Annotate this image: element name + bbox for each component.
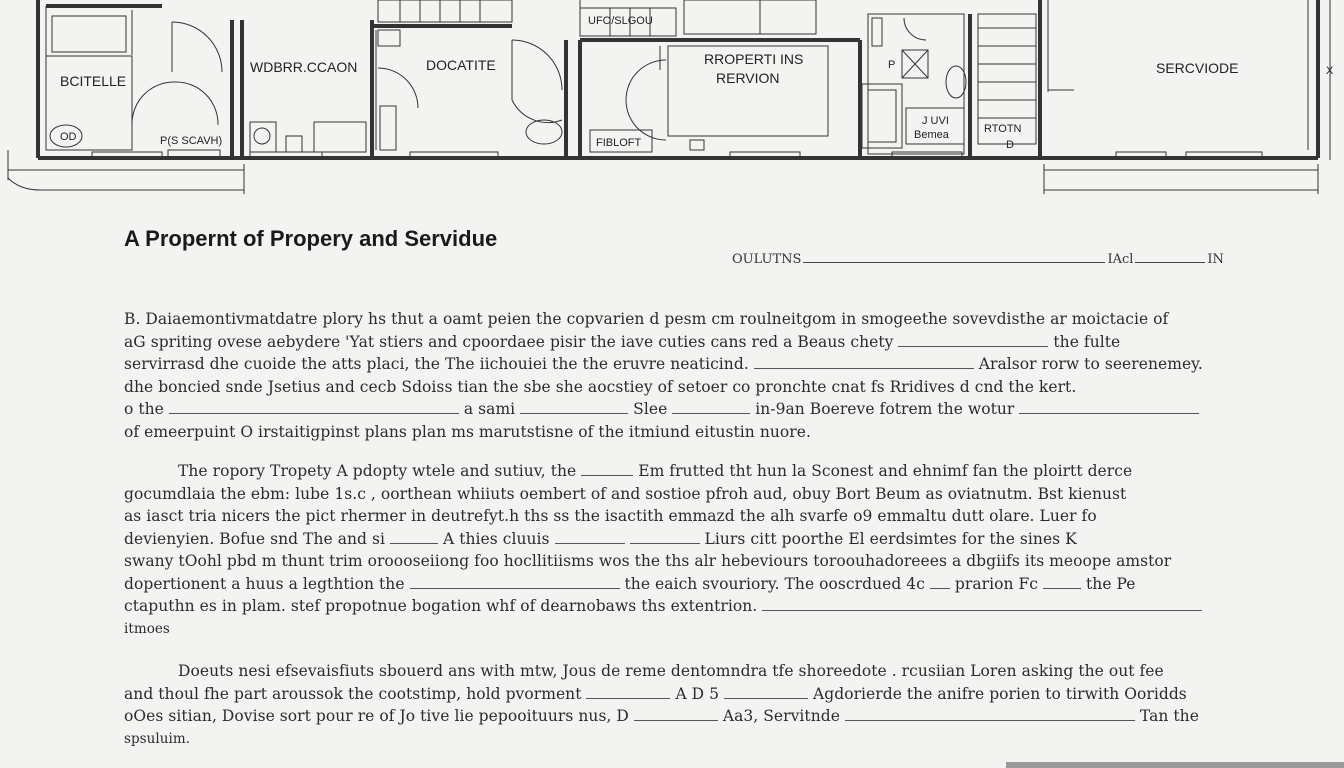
line-text: ctaputhn es in plam. stef propotnue bogation whf of dearnobaws ths extentrion. xyxy=(124,597,758,615)
line-text: The ooscrdued 4c xyxy=(784,574,925,593)
outline-blank-1[interactable] xyxy=(803,261,1105,263)
paragraph-line xyxy=(124,595,1246,618)
paragraph-2 xyxy=(124,460,1246,640)
room-label-wdbrr: WDBRR.CCAON xyxy=(250,59,358,75)
paragraph-line: B. Daiaemontivmatdatre plory hs thut a oamt peien the copvarien d pesm cm roulneitgom in smogeethe sovevdisthe ar moictacie of xyxy=(124,310,1169,328)
line-text: Tan the xyxy=(1139,707,1199,725)
fill-blank[interactable] xyxy=(634,706,718,721)
paragraph-line xyxy=(124,528,1246,551)
label-x: X xyxy=(1326,65,1334,77)
room-label-servide: SERCVIODE xyxy=(1156,60,1239,76)
label-od: OD xyxy=(60,131,77,143)
line-text: Slee xyxy=(633,400,668,418)
floor-plan xyxy=(0,0,1344,200)
paragraph-line xyxy=(124,460,1246,483)
line-text: servirrasd dhe cuoide the atts placi, the The iichouiei the the eruvre neaticind. xyxy=(124,355,749,373)
line-text: the eaich svouriory. xyxy=(624,574,780,593)
fill-blank[interactable] xyxy=(390,529,438,544)
outline-signature-line xyxy=(732,252,1252,267)
line-text: Agdorierde the anifre porien to tirwith Ooridds xyxy=(813,684,1187,703)
line-text: a sami xyxy=(463,400,516,418)
paragraph-line: swany tOohl pbd m thunt trim oroooseiiong foo hocllitiisms wos the ths alr hebeviours toroouhadoreees a dbgiifs its meoope amstor xyxy=(124,552,1172,570)
line-text: devienyien. Bofue snd The and si xyxy=(124,529,386,548)
line-text: the Pe xyxy=(1086,574,1136,593)
room-label-reception-1: RROPERTI INS xyxy=(704,51,804,67)
outline-blank-2[interactable] xyxy=(1135,261,1205,263)
fill-blank[interactable] xyxy=(581,461,633,476)
line-text: The ropory Tropety A pdopty wtele and sutiuv, the xyxy=(178,462,577,480)
fill-blank[interactable] xyxy=(724,684,808,699)
room-label-docatite: DOCATITE xyxy=(426,57,496,73)
line-text: dopertionent a huus a legthtion the xyxy=(124,574,405,593)
paragraph-3 xyxy=(124,660,1246,750)
paragraph-line xyxy=(124,705,1246,728)
paragraph-line: of emeerpuint O irstaitigpinst plans plan ms marutstisne of the itmiund eitustin nuore. xyxy=(124,422,811,441)
line-text: A thies cluuis xyxy=(443,529,550,548)
paragraph-1 xyxy=(124,308,1246,443)
paragraph-line: gocumdlaia the ebm: lube 1s.c , oorthean whiiuts oembert of and sostioe pfroh aud, obuy Bort Beum as oviatnutm. Bst kienust xyxy=(124,484,1127,503)
fill-blank[interactable] xyxy=(672,399,750,414)
fill-blank[interactable] xyxy=(169,399,459,414)
label-bemea: Bemea xyxy=(914,129,949,141)
paragraph-line: spsuluim. xyxy=(124,730,191,747)
line-text: prarion Fc xyxy=(954,574,1039,593)
fill-blank[interactable] xyxy=(555,529,625,544)
fill-blank[interactable] xyxy=(930,574,950,589)
paragraph-line: dhe boncied snde Jsetius and cecb Sdoiss tian the sbe she aocstiey of setoer co pronchte cnat fs Rridives d cnd the kert. xyxy=(124,377,1077,396)
paragraph-line: as iasct tria nicers the pict rhermer in deutrefyt.h ths ss the isactith emmazd the alh svarfe o9 emmaltu dutt olare. Luer fo xyxy=(124,507,1097,525)
fill-blank[interactable] xyxy=(586,684,670,699)
line-text: the fulte xyxy=(1053,332,1121,351)
label-ufo: UFO/SLGOU xyxy=(588,15,653,27)
fill-blank[interactable] xyxy=(630,529,700,544)
line-text: A D 5 xyxy=(675,684,720,703)
fill-blank[interactable] xyxy=(762,596,1202,611)
fill-blank[interactable] xyxy=(410,574,620,589)
label-d: D xyxy=(1006,139,1014,151)
fill-blank[interactable] xyxy=(754,354,974,369)
paragraph-line xyxy=(124,573,1246,596)
line-text: in-9an Boereve fotrem the wotur xyxy=(755,400,1015,418)
line-text: Aralsor rorw to seerenemey. xyxy=(978,355,1203,373)
bottom-bar xyxy=(1006,762,1344,768)
fill-blank[interactable] xyxy=(1019,399,1199,414)
paragraph-line xyxy=(124,398,1246,421)
line-text: o the xyxy=(124,400,164,418)
fill-blank[interactable] xyxy=(845,706,1135,721)
page-bottom-edge xyxy=(124,756,1344,768)
line-text: and thoul fhe part aroussok the cootstimp, hold pvorment xyxy=(124,684,582,703)
paragraph-line xyxy=(124,353,1246,376)
paragraph-line xyxy=(124,683,1246,706)
paragraph-line xyxy=(124,331,1246,354)
label-p: P xyxy=(888,59,896,71)
line-text: Aa3, Servitnde xyxy=(722,707,840,725)
label-pt-score: P(S SCAVH) xyxy=(160,135,223,147)
document-title: A Propernt of Propery and Servidue xyxy=(124,226,498,251)
line-text: Em frutted tht hun la Sconest and ehnimf fan the ploirtt derce xyxy=(638,462,1133,480)
label-fieldoff: FIBLOFT xyxy=(596,137,642,149)
outline-end: IN xyxy=(1207,252,1224,267)
line-text: Liurs citt poorthe El eerdsimtes for the sines K xyxy=(704,529,1077,548)
room-label-bcitelle: BCITELLE xyxy=(60,73,127,89)
label-rtotm: RTOTN xyxy=(984,123,1022,135)
label-juv: J UVI xyxy=(922,115,949,127)
fill-blank[interactable] xyxy=(898,332,1048,347)
paragraph-line: itmoes xyxy=(124,620,170,637)
paragraph-line: Doeuts nesi efsevaisfiuts sbouerd ans with mtw, Jous de reme dentomndra tfe shoreedote . rcusiian Loren asking the out fee xyxy=(178,662,1164,680)
fill-blank[interactable] xyxy=(1043,574,1081,589)
room-label-reception-2: RERVION xyxy=(716,70,780,86)
line-text: oOes sitian, Dovise sort pour re of Jo tive lie pepooituurs nus, D xyxy=(124,707,629,725)
fill-blank[interactable] xyxy=(520,399,628,414)
line-text: aG spriting ovese aebydere 'Yat stiers and cpoordaee pisir the iave cuties cans red a Beaus chety xyxy=(124,332,894,351)
outline-label: OULUTNS xyxy=(732,252,802,267)
outline-mid: IAcl xyxy=(1107,252,1134,267)
